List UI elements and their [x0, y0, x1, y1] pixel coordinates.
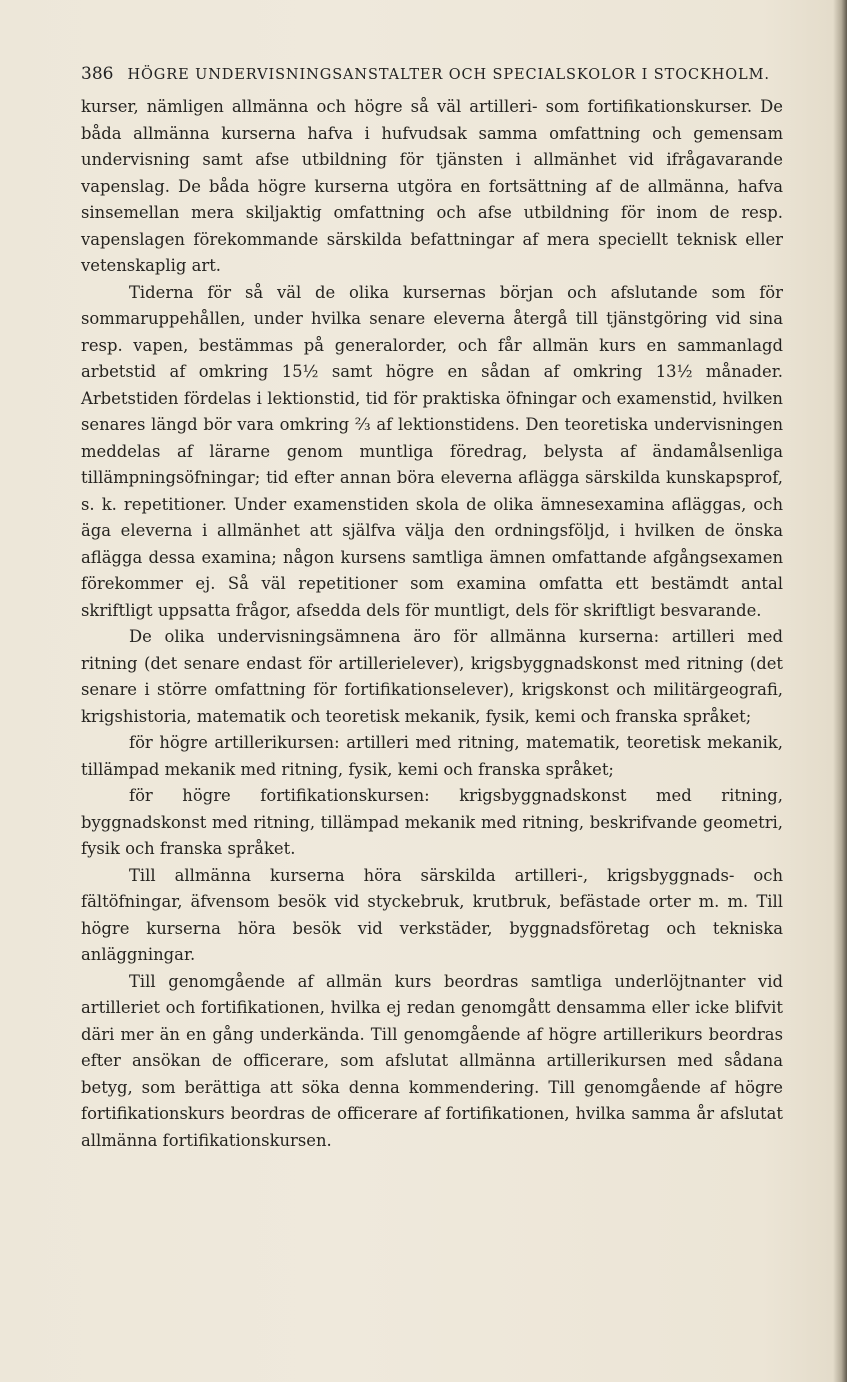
paragraph: Till genomgående af allmän kurs beordras samtliga underlöjtnanter vid artilleriet och fortifikationen, hvilka ej redan genomgått densamma eller icke blifvit däri mer än en gång underkända. Till genomgående af högre artillerikurs beordras efter ansökan de officerare, som afslutat allmänna artillerikursen med sådana betyg, som berättiga att söka denna kommendering. Till genomgående af högre fortifikationskurs beordras de officerare af fortifikationen, hvilka samma år afslutat allmänna fortifikationskursen.	[81, 971, 783, 1150]
page-gutter-shadow	[833, 0, 847, 1382]
running-title: HÖGRE UNDERVISNINGSANSTALTER OCH SPECIALSKOLOR I STOCKHOLM.	[127, 67, 770, 83]
paragraph: för högre fortifikationskursen: krigsbyggnadskonst med ritning, byggnadskonst med ritning, tillämpad mekanik med ritning, beskrifvande geometri, fysik och franska språket.	[81, 786, 783, 858]
paragraph: kurser, nämligen allmänna och högre så väl artilleri- som fortifikationskurser. De båda allmänna kurserna hafva i hufvudsak samma omfattning och gemensam undervisning samt afse utbildning för tjänsten i allmänhet vid ifrågavarande vapenslag. De båda högre kurserna utgöra en fortsättning af de allmänna, hafva sinsemellan mera skiljaktig omfattning och afse utbildning för inom de resp. vapenslagen förekommande särskilda befattningar af mera speciellt teknisk eller vetenskaplig art.	[81, 97, 783, 275]
running-header	[81, 64, 781, 84]
paragraph: Till allmänna kurserna höra särskilda artilleri-, krigsbyggnads- och fältöfningar, äfvensom besök vid styckebruk, krutbruk, befästade orter m. m. Till högre kurserna höra besök vid verkstäder, byggnadsföretag och tekniska anläggningar.	[81, 865, 783, 964]
page-body-text	[81, 94, 783, 1154]
page-number: 386	[81, 64, 114, 84]
paragraph: Tiderna för så väl de olika kursernas början och afslutande som för sommaruppehållen, under hvilka senare eleverna återgå till tjänstgöring vid sina resp. vapen, bestämmas på generalorder, och får allmän kurs en sammanlagd arbetstid af omkring 15½ samt högre en sådan af omkring 13½ månader. Arbetstiden fördelas i lektionstid, tid för praktiska öfningar och examenstid, hvilken senares längd bör vara omkring ⅔ af lektionstidens. Den teoretiska undervisningen meddelas af lärarne genom muntliga föredrag, belysta af ändamålsenliga tillämpningsöfningar; tid efter annan böra eleverna aflägga särskilda kunskapsprof, s. k. repetitioner. Under examenstiden skola de olika ämnesexamina afläggas, och äga eleverna i allmänhet att själfva välja den ordningsföljd, i hvilken de önska aflägga dessa examina; någon kursens samtliga ämnen omfattande afgångsexamen förekommer ej. Så väl repetitioner som examina omfatta ett bestämdt antal skriftligt uppsatta frågor, afsedda dels för muntligt, dels för skriftligt besvarande.	[81, 282, 783, 620]
paragraph: De olika undervisningsämnena äro för allmänna kurserna: artilleri med ritning (det senare endast för artillerielever), krigsbyggnadskonst med ritning (det senare i större omfattning för fortifikationselever), krigskonst och militärgeografi, krigshistoria, matematik och teoretisk mekanik, fysik, kemi och franska språket;	[81, 627, 783, 726]
paragraph: för högre artillerikursen: artilleri med ritning, matematik, teoretisk mekanik, tillämpad mekanik med ritning, fysik, kemi och franska språket;	[81, 733, 783, 779]
